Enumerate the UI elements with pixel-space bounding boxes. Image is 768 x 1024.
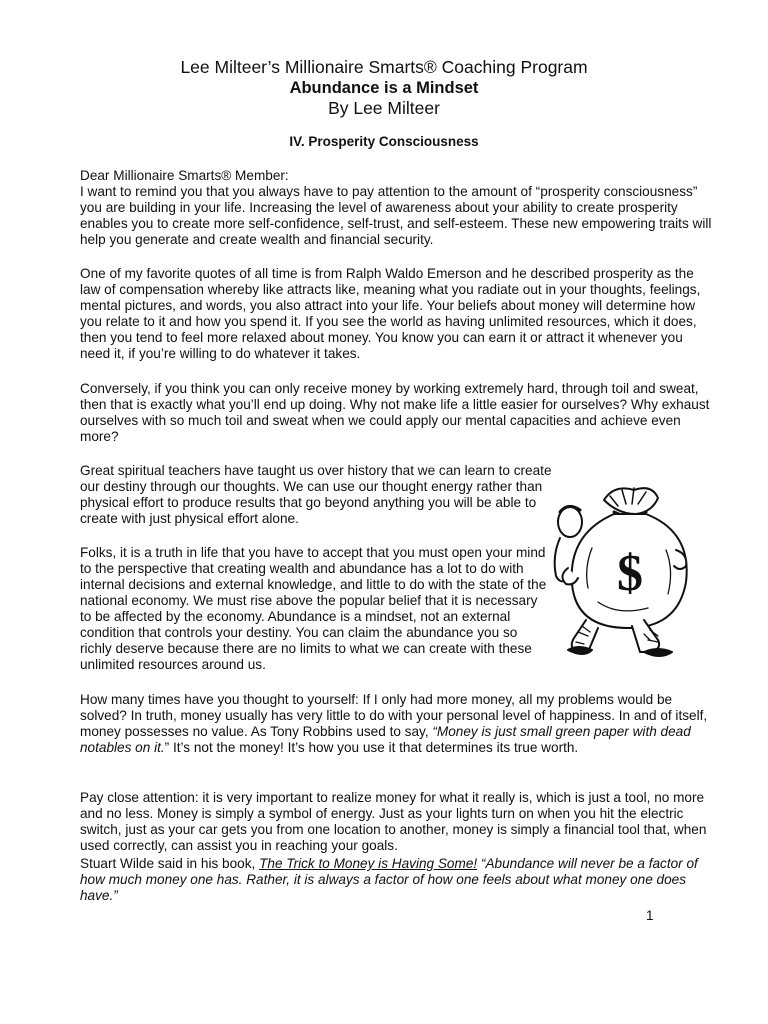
paragraph-1: I want to remind you that you always have to pay attention to the amount of “prosperity consciousness” you are building in your life. Increasing the level of awareness about your ability to create prosperity enables you to create more self-confidence, self-trust, and self-esteem. These new empowering traits will help you generate and create wealth and financial security. [80, 184, 712, 247]
book-title: The Trick to Money is Having Some! [259, 856, 478, 871]
paragraph-7: Pay close attention: it is very important to realize money for what it really is, which is just a tool, no more and no less. Money is simply a symbol of energy. Just as your lights turn on when you hit the electric switch, just as your car gets you from one location to another, money is simply a financial tool that, when used correctly, can assist you in reaching your goals. [80, 790, 707, 853]
robbins-quote: “Money is just small green paper with dead notables on it. [80, 724, 691, 755]
money-bag-illustration [548, 470, 690, 662]
wilde-quote: “Abundance will never be a factor of how much money one has. Rather, it is always a factor of how one feels about what money one does have.” [80, 856, 698, 903]
paragraph-8 [80, 856, 716, 904]
program-title: Lee Milteer’s Millionaire Smarts® Coaching Program [180, 57, 588, 77]
paragraph-2: One of my favorite quotes of all time is from Ralph Waldo Emerson and he described prosperity as the law of compensation whereby like attracts like, meaning what you radiate out in your thoughts, feelings, mental pictures, and words, you also attract into your life. Your beliefs about money will determine how you relate to it and how you spend it. If you see the world as having unlimited resources, which it does, then you tend to feel more relaxed about money. You know you can earn it or attract it whenever you need it, if you’re willing to do whatever it takes. [80, 266, 701, 361]
paragraph-6 [80, 692, 716, 756]
dollar-sign: $ [617, 545, 643, 602]
paragraph-6-tail: ” It’s not the money! It’s how you use it that determines its true worth. [164, 740, 579, 755]
paragraph-3: Conversely, if you think you can only receive money by working extremely hard, through toil and sweat, then that is exactly what you’ll end up doing. Why not make life a little easier for ourselves? Why exhaust ourselves with so much toil and sweat when we could apply our mental capacities and achieve even more? [80, 381, 710, 444]
section-title: IV. Prosperity Consciousness [289, 134, 479, 149]
author-byline: By Lee Milteer [328, 98, 440, 118]
page-number: 1 [646, 908, 654, 923]
paragraph-4: Great spiritual teachers have taught us over history that we can learn to create our destiny through our thoughts. We can use our thought energy rather than physical effort to produce results that go beyond anything you will be able to create with just physical effort alone. [80, 463, 552, 526]
paragraph-5: Folks, it is a truth in life that you have to accept that you must open your mind to the perspective that creating wealth and abundance has a lot to do with internal decisions and external knowledge, and little to do with the state of the national economy. We must rise above the popular belief that it is necessary to be affected by the economy. Abundance is a mindset, not an external condition that controls your destiny. You can claim the abundance you so richly deserve because there are no limits to what we can create with these unlimited resources around us. [80, 545, 547, 672]
document-header [0, 57, 768, 119]
paragraph-6-text: How many times have you thought to yourself: If I only had more money, all my problems would be solved? In truth, money usually has very little to do with your personal level of happiness. In and of itself, money possesses no value. As Tony Robbins used to say, [80, 692, 708, 739]
paragraph-8-text: Stuart Wilde said in his book, [80, 856, 260, 871]
salutation: Dear Millionaire Smarts® Member: [80, 168, 289, 183]
document-title: Abundance is a Mindset [289, 79, 479, 97]
